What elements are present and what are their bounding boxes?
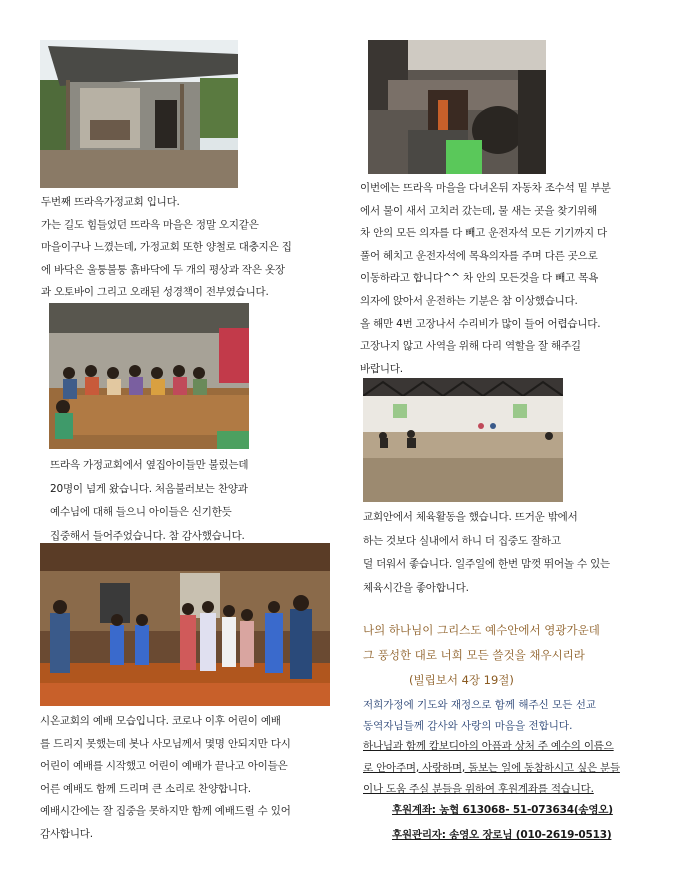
- text-line: 어른 예배도 함께 드리며 큰 소리로 찬양합니다.: [40, 782, 251, 795]
- text-line: 에 바닥은 울퉁불퉁 흙바닥에 두 개의 평상과 작은 옷장: [41, 263, 285, 276]
- text-line: 올 해만 4번 고장나서 수리비가 많이 들어 어렵습니다.: [360, 317, 601, 330]
- text-line: 로 안아주며, 사랑하며, 돌보는 일에 동참하시고 싶은 분들: [363, 761, 620, 774]
- text-line: 풀어 헤치고 운전자석에 목욕의자를 주며 다른 곳으로: [360, 249, 598, 262]
- text-line: 덜 더워서 좋습니다. 일주일에 한번 맘껏 뛰어놀 수 있는: [363, 558, 610, 570]
- bible-verse: [363, 618, 600, 693]
- text-line: 교회안에서 체육활동을 했습니다. 뜨거운 밖에서: [363, 511, 578, 523]
- text-line: 시온교회의 예배 모습입니다. 코로나 이후 어린이 예배: [40, 715, 281, 727]
- text-line: 에서 물이 새서 고치러 갔는데, 물 새는 곳을 찾기위해: [360, 204, 598, 217]
- verse-reference: (빌립보서 4장 19절): [409, 673, 514, 687]
- text-line: 이동하라고 합니다^^ 차 안의 모든것을 다 빼고 목욕: [360, 272, 599, 285]
- text-line: 이나 도움 주실 분들을 위하여 후원계좌를 적습니다.: [363, 783, 594, 795]
- text-line: 과 오토바이 그리고 오래된 성경책이 전부였습니다.: [41, 286, 269, 298]
- paragraph-sports: [363, 506, 610, 600]
- support-account: 후원계좌: 농협 613068- 51-073634(송영오): [392, 804, 613, 816]
- photo-indoor-sports: [363, 378, 563, 502]
- verse-line: 그 풍성한 대로 너희 모든 쓸것을 채우시리라: [363, 648, 585, 662]
- text-line: 동역자님들께 감사와 사랑의 마음을 전합니다.: [363, 720, 573, 732]
- text-line: 감사합니다.: [40, 827, 93, 840]
- paragraph-children: [50, 454, 248, 548]
- paragraph-worship: [40, 710, 291, 845]
- photo-house-church: [40, 40, 238, 188]
- text-line: 차 안의 모든 의자를 다 빼고 운전자석 모든 기기까지 다: [360, 227, 607, 240]
- photo-car-interior: [368, 40, 546, 174]
- verse-line: 나의 하나님이 그리스도 예수안에서 영광가운데: [363, 623, 600, 637]
- paragraph-house-church: [41, 191, 292, 304]
- text-line: 어린이 예배를 시작했고 어린이 예배가 끝나고 아이들은: [40, 760, 288, 772]
- text-line: 고장나지 않고 사역을 위해 다리 역할을 잘 해주길: [360, 340, 581, 353]
- text-line: 마을이구나 느꼈는데, 가정교회 또한 양철로 대충지은 집: [41, 241, 292, 253]
- text-line: 를 드리지 못했는데 봇나 사모님께서 몇명 안되지만 다시: [40, 737, 291, 750]
- text-line: 체육시간을 좋아합니다.: [363, 581, 469, 594]
- thanks-message: [363, 695, 596, 737]
- text-line: 뜨라윽 가정교회에서 옆집아이들만 불렀는데: [50, 459, 249, 471]
- text-line: 예수님에 대해 들으니 아이들은 신기한듯: [50, 506, 232, 518]
- photo-worship-service: [40, 543, 330, 706]
- text-line: 예배시간에는 잘 집중을 못하지만 함께 예배드릴 수 있어: [40, 805, 291, 817]
- text-line: 이번에는 뜨라윽 마을을 다녀온뒤 자동차 조수석 밑 부분: [360, 182, 611, 194]
- support-manager: 후원관리자: 송영오 장로님 (010-2619-0513): [392, 829, 612, 841]
- text-line: 바랍니다.: [360, 362, 403, 375]
- text-line: 20명이 넘게 왔습니다. 처음불러보는 찬양과: [50, 482, 248, 495]
- text-line: 집중해서 들어주었습니다. 참 감사했습니다.: [50, 529, 245, 542]
- paragraph-car-repair: [360, 177, 611, 380]
- photo-children-gathering: [49, 303, 249, 449]
- text-line: 저희가정에 기도와 재정으로 함께 해주신 모든 선교: [363, 699, 597, 711]
- text-line: 두번째 뜨라윽가정교회 입니다.: [41, 196, 180, 208]
- text-line: 하나님과 함께 캄보디아의 아픔과 상처 주 예수의 이름으: [363, 740, 614, 752]
- support-appeal: [363, 736, 620, 801]
- text-line: 하는 것보다 실내에서 하니 더 집중도 잘하고: [363, 534, 561, 547]
- text-line: 의자에 앉아서 운전하는 기분은 참 이상했습니다.: [360, 294, 578, 307]
- text-line: 가는 길도 힘들었던 뜨라윽 마을은 정말 오지같은: [41, 218, 259, 231]
